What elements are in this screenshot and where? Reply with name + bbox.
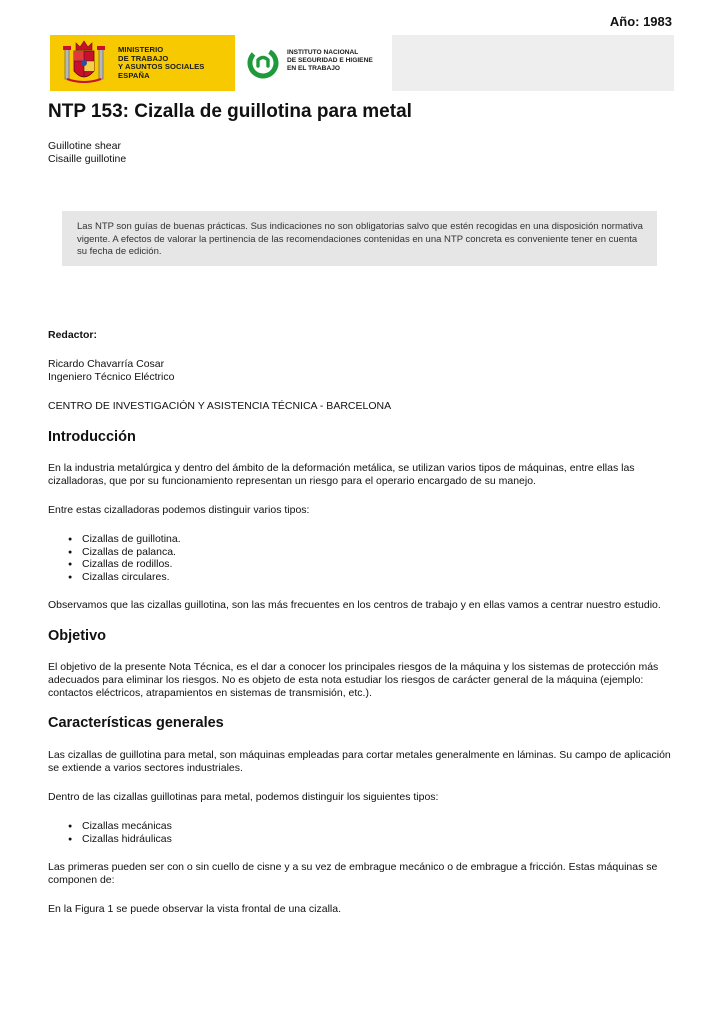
- intro-paragraph-2: Entre estas cizalladoras podemos distinguir varios tipos:: [48, 504, 310, 516]
- heading-objetivo: Objetivo: [48, 628, 107, 644]
- characteristics-paragraph-1: Las cizallas de guillotina para metal, son máquinas empleadas para cortar metales generalmente en láminas. Su campo de aplicación se extiende a varios sectores industriales.: [48, 749, 671, 774]
- author-role: Ingeniero Técnico Eléctrico: [48, 371, 175, 383]
- ministry-name: MINISTERIO DE TRABAJO Y ASUNTOS SOCIALES ESPAÑA: [118, 45, 205, 80]
- intro-paragraph-3: Observamos que las cizallas guillotina, son las más frecuentes en los centros de trabajo y en ellas vamos a centrar nuestro estudio.: [48, 599, 661, 611]
- institute-logo: [235, 35, 392, 91]
- list-item: ● Cizallas hidráulicas: [68, 833, 172, 846]
- list-item: ● Cizallas de palanca.: [68, 546, 181, 559]
- institute-name: INSTITUTO NACIONAL DE SEGURIDAD E HIGIENE EN EL TRABAJO: [287, 49, 373, 73]
- disclaimer-text: Las NTP son guías de buenas prácticas. Sus indicaciones no son obligatorias salvo que estén recogidas en una disposición normativa vigente. A efectos de valorar la pertinencia de las recomendaciones contenidas en una NTP concreta es conveniente tener en cuenta su fecha de edición.: [77, 221, 643, 258]
- research-center: CENTRO DE INVESTIGACIÓN Y ASISTENCIA TÉCNICA - BARCELONA: [48, 400, 392, 412]
- list-item: ● Cizallas mecánicas: [68, 820, 172, 833]
- year-label: Año: 1983: [609, 14, 672, 29]
- heading-caracteristicas: Características generales: [48, 715, 224, 731]
- page-title: NTP 153: Cizalla de guillotina para metal: [48, 101, 412, 122]
- author-label: Redactor:: [48, 329, 98, 341]
- french-title: Cisaille guillotine: [48, 153, 127, 165]
- header-banner: [50, 35, 674, 91]
- characteristics-paragraph-4: En la Figura 1 se puede observar la vista frontal de una cizalla.: [48, 903, 342, 915]
- ministry-logo: [50, 35, 235, 91]
- guillotine-types-list: [68, 820, 172, 845]
- list-item: ● Cizallas de rodillos.: [68, 558, 181, 571]
- shear-types-list: [68, 533, 181, 583]
- characteristics-paragraph-2: Dentro de las cizallas guillotinas para metal, podemos distinguir los siguientes tipos:: [48, 791, 439, 803]
- disclaimer-box: [62, 211, 657, 266]
- list-item: ● Cizallas de guillotina.: [68, 533, 181, 546]
- characteristics-paragraph-3: Las primeras pueden ser con o sin cuello de cisne y a su vez de embrague mecánico o de embrague a fricción. Estas máquinas se componen de:: [48, 861, 658, 886]
- list-item: ● Cizallas circulares.: [68, 571, 181, 584]
- author-name: Ricardo Chavarría Cosar: [48, 358, 165, 370]
- alternate-titles: [48, 140, 126, 166]
- coat-of-arms-icon: [62, 39, 106, 87]
- institute-emblem-icon: [246, 46, 280, 80]
- intro-paragraph-1: En la industria metalúrgica y dentro del ámbito de la deformación metálica, se utilizan varios tipos de máquinas, entre ellas las cizalladoras, que por su funcionamiento representan un riesgo para el operario encargado de su manejo.: [48, 462, 635, 487]
- heading-introduccion: Introducción: [48, 429, 136, 445]
- objective-paragraph: El objetivo de la presente Nota Técnica, es el dar a conocer los principales riesgos de la máquina y los sistemas de protección más adecuados para eliminar los riesgos. No es objeto de esta nota estudiar los riesgos de carácter general de la máquina (ejemplo: contactos eléctricos, atrapamientos en sistemas de transmisión, etc.).: [48, 661, 659, 699]
- english-title: Guillotine shear: [48, 140, 121, 152]
